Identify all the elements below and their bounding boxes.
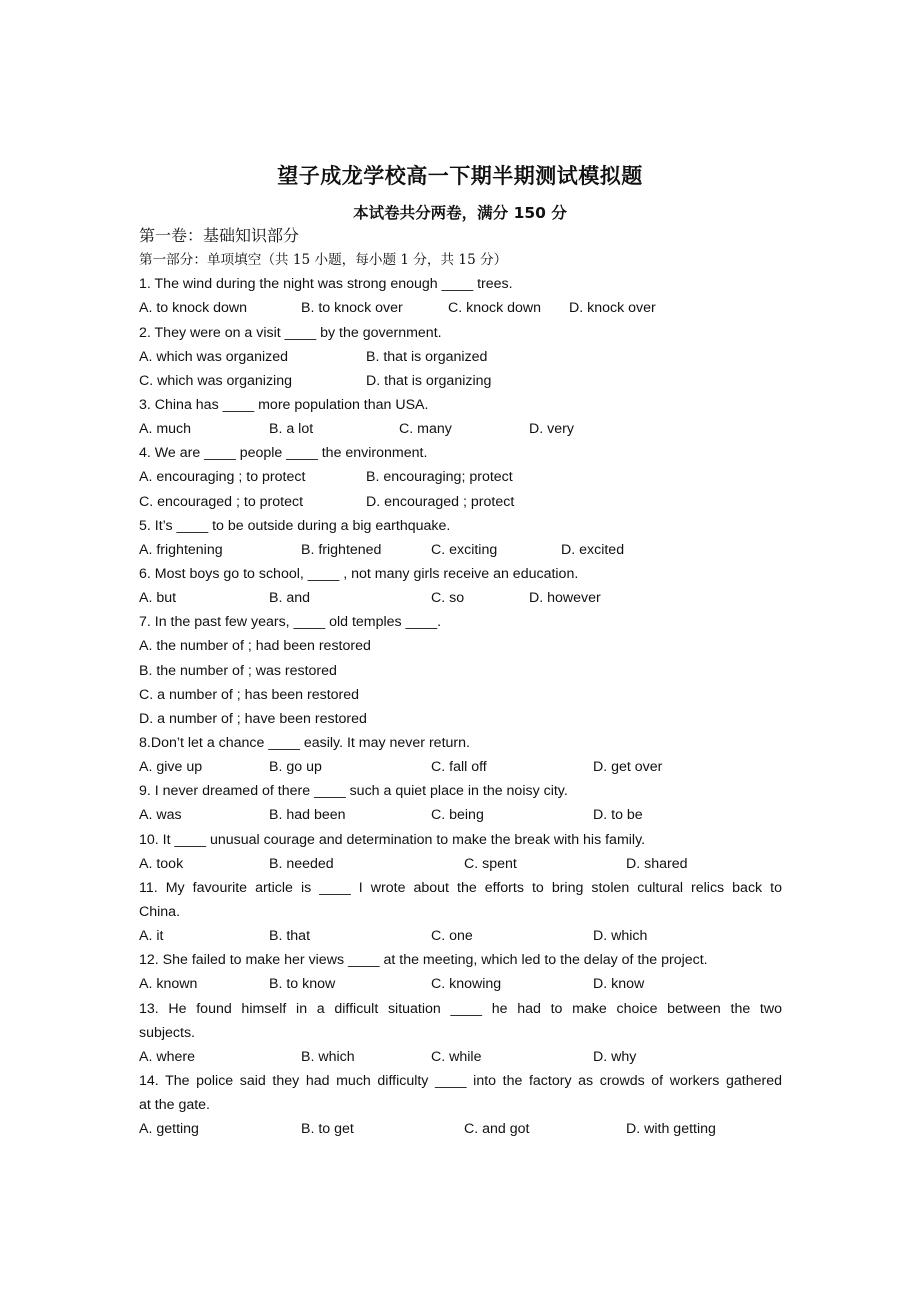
option-c: C. many: [399, 421, 452, 438]
question-9-options: [139, 803, 782, 827]
option-d: D. why: [593, 1048, 637, 1065]
question-7-option-a: A. the number of ; had been restored: [139, 638, 371, 655]
option-a: A. took: [139, 855, 184, 872]
option-b: B. had been: [269, 807, 346, 824]
question-8-stem: 8.Don’t let a chance ____ easily. It may never return.: [139, 734, 470, 751]
question-13-stem-cont: subjects.: [139, 1024, 195, 1041]
option-a: A. to knock down: [139, 300, 248, 317]
option-d: D. to be: [593, 807, 643, 824]
question-5-stem: 5. It’s ____ to be outside during a big earthquake.: [139, 517, 451, 534]
question-13-options: [139, 1045, 782, 1069]
option-c: C. which was organizing: [139, 372, 292, 389]
option-b: B. and: [269, 590, 311, 607]
option-d: D. know: [593, 976, 645, 993]
option-d: D. shared: [626, 855, 688, 872]
question-14-stem-cont: at the gate.: [139, 1097, 210, 1114]
exam-subtitle: 本试卷共分两卷，满分 150 分: [353, 204, 567, 222]
option-b: B. a lot: [269, 421, 314, 438]
question-1-stem: 1. The wind during the night was strong enough ____ trees.: [139, 276, 513, 293]
option-b: B. go up: [269, 759, 322, 776]
option-c: C. so: [431, 590, 465, 607]
question-3-stem: 3. China has ____ more population than USA.: [139, 396, 429, 413]
option-d: D. very: [529, 421, 574, 438]
option-b: B. encouraging; protect: [366, 469, 513, 486]
question-7-option-d: D. a number of ; have been restored: [139, 710, 367, 727]
option-a: A. encouraging ; to protect: [139, 469, 306, 486]
question-7-stem: 7. In the past few years, ____ old temples ____.: [139, 614, 442, 631]
option-a: A. give up: [139, 759, 203, 776]
option-d: D. that is organizing: [366, 372, 492, 389]
question-12-options: [139, 972, 782, 996]
option-a: A. but: [139, 590, 177, 607]
option-c: C. and got: [464, 1121, 530, 1138]
question-1-options: [139, 296, 782, 320]
question-11-stem: 11. My favourite article is ____ I wrote about the efforts to bring stolen cultural relics back to: [139, 879, 782, 896]
option-b: B. that is organized: [366, 348, 488, 365]
option-a: A. which was organized: [139, 348, 289, 365]
option-c: C. being: [431, 807, 484, 824]
part-heading: 第一部分：单项填空（共 15 小题，每小题 1 分，共 15 分）: [139, 252, 508, 269]
option-c: C. fall off: [431, 759, 487, 776]
question-11-options: [139, 924, 782, 948]
question-2-options-row1: [139, 345, 782, 369]
question-14-options: [139, 1117, 782, 1141]
option-d: D. encouraged ; protect: [366, 493, 515, 510]
question-6-options: [139, 586, 782, 610]
volume-heading: 第一卷：基础知识部分: [139, 226, 300, 245]
question-2-stem: 2. They were on a visit ____ by the government.: [139, 324, 442, 341]
question-13-stem: 13. He found himself in a difficult situation ____ he had to make choice between the two: [139, 1000, 782, 1017]
question-11-stem-cont: China.: [139, 903, 181, 920]
question-5-options: [139, 538, 782, 562]
option-a: A. it: [139, 928, 164, 945]
question-9-stem: 9. I never dreamed of there ____ such a quiet place in the noisy city.: [139, 783, 568, 800]
option-d: D. which: [593, 928, 648, 945]
question-12-stem: 12. She failed to make her views ____ at the meeting, which led to the delay of the project.: [139, 952, 708, 969]
question-8-options: [139, 755, 782, 779]
option-a: A. getting: [139, 1121, 199, 1138]
option-a: A. frightening: [139, 541, 223, 558]
exam-body: [139, 224, 782, 1141]
question-7-option-b: B. the number of ; was restored: [139, 662, 337, 679]
option-a: A. much: [139, 421, 192, 438]
option-b: B. frightened: [301, 541, 382, 558]
question-10-stem: 10. It ____ unusual courage and determination to make the break with his family.: [139, 831, 646, 848]
option-c: C. while: [431, 1048, 482, 1065]
question-14-stem: 14. The police said they had much difficulty ____ into the factory as crowds of workers gathered: [139, 1072, 782, 1089]
exam-title: 望子成龙学校高一下期半期测试模拟题: [277, 164, 643, 188]
question-6-stem: 6. Most boys go to school, ____ , not many girls receive an education.: [139, 565, 579, 582]
option-d: D. excited: [561, 541, 625, 558]
question-4-options-row1: [139, 465, 782, 489]
option-c: C. knock down: [448, 300, 542, 317]
question-3-options: [139, 417, 782, 441]
option-c: C. knowing: [431, 976, 502, 993]
option-a: A. known: [139, 976, 198, 993]
question-10-options: [139, 852, 782, 876]
option-b: B. which: [301, 1048, 355, 1065]
question-7-option-c: C. a number of ; has been restored: [139, 686, 360, 703]
option-b: B. that: [269, 928, 311, 945]
option-c: C. spent: [464, 855, 517, 872]
question-4-stem: 4. We are ____ people ____ the environment.: [139, 445, 428, 462]
option-c: C. exciting: [431, 541, 498, 558]
option-b: B. needed: [269, 855, 334, 872]
option-c: C. encouraged ; to protect: [139, 493, 304, 510]
option-d: D. knock over: [569, 300, 656, 317]
option-b: B. to knock over: [301, 300, 403, 317]
question-4-options-row2: [139, 490, 782, 514]
option-d: D. get over: [593, 759, 663, 776]
option-a: A. where: [139, 1048, 195, 1065]
option-a: A. was: [139, 807, 182, 824]
question-2-options-row2: [139, 369, 782, 393]
option-d: D. with getting: [626, 1121, 716, 1138]
option-c: C. one: [431, 928, 473, 945]
option-b: B. to get: [301, 1121, 354, 1138]
option-b: B. to know: [269, 976, 336, 993]
option-d: D. however: [529, 590, 601, 607]
